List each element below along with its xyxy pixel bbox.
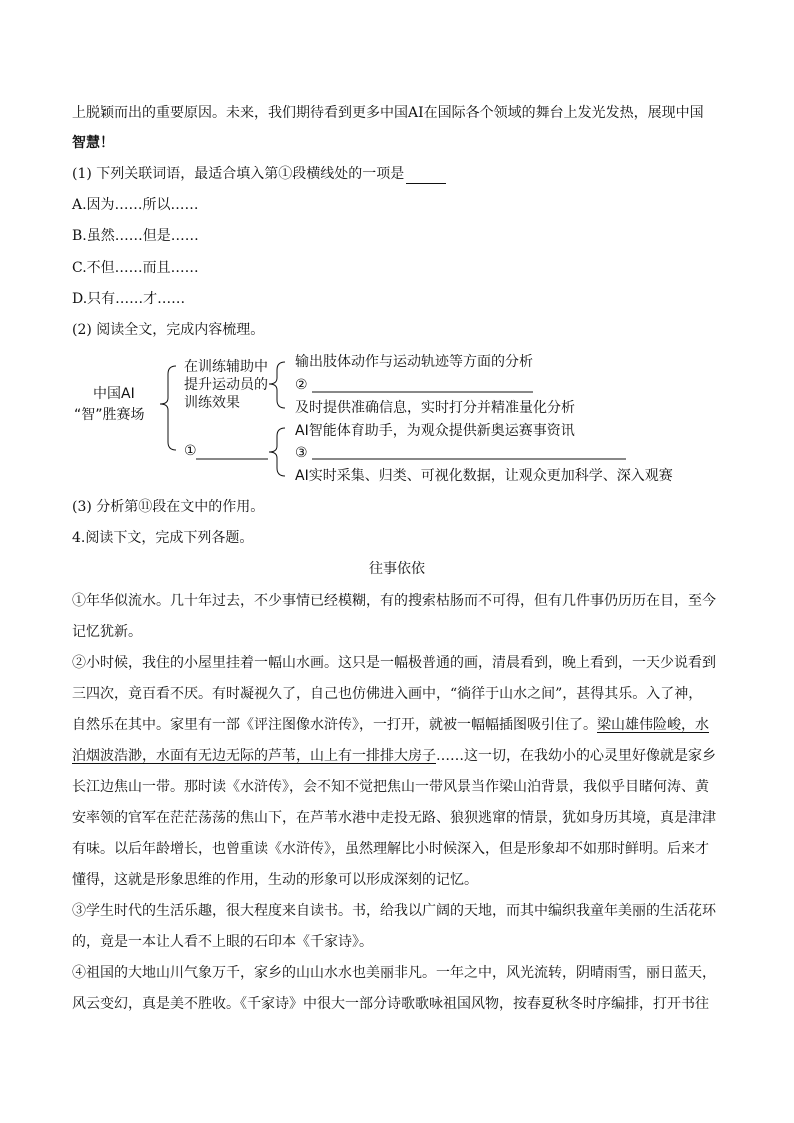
option-b: B.虽然……但是…… (72, 228, 199, 244)
passage-line: 智慧！ (72, 135, 114, 151)
branch-1-label: 训练效果 (184, 395, 240, 411)
paragraph-line: ①年华似流水。几十年过去，不少事情已经模糊，有的搜索枯肠而不可得，但有几件事仍历历在目，至今 (72, 593, 716, 609)
branch-1-label: 在训练辅助中 (184, 359, 268, 375)
branch-1-label: 提升运动员的 (184, 377, 268, 393)
paragraph-line (72, 715, 709, 735)
paragraph-line: 长江边焦山一带。那时读《水浒传》，会不知不觉把焦山一带风景当作梁山泊背景，我似乎目睹何涛、黄 (72, 779, 709, 795)
branch-2-label-blank: ① (184, 443, 197, 459)
option-d: D.只有……才…… (72, 291, 186, 307)
branch-1-brace (269, 362, 285, 408)
branch-2-leaf: AI智能体育助手，为观众提供新奥运赛事资讯 (295, 423, 575, 439)
question-1 (72, 164, 446, 184)
paragraph-line: ②小时候，我住的小屋里挂着一幅山水画。这只是一幅极普通的画，清晨看到，晚上看到，一天少说看到 (72, 655, 716, 671)
paragraph-line: 有味。以后年龄增长，也曾重读《水浒传》，虽然理解比小时候深入，但是形象却不如那时鲜明。后来才 (72, 841, 709, 857)
paragraph-line: 安率领的官军在茫茫荡荡的焦山下，在芦苇水港中走投无路、狼狈逃窜的情景，犹如身历其境，真是津津 (72, 810, 716, 826)
branch-2-leaf-blank: ③ (295, 445, 308, 461)
paragraph-line: 三四次，竟百看不厌。有时凝视久了，自己也仿佛进入画中，“徜徉于山水之间”，甚得其乐。入了神， (72, 686, 703, 702)
question-4: 4.阅读下文，完成下列各题。 (72, 530, 254, 546)
paragraph-line (72, 746, 716, 766)
branch-2-brace (269, 428, 285, 476)
underlined-text: 梁山雄伟险峻，水 (597, 717, 709, 733)
article-title: 往事依依 (369, 561, 425, 577)
diagram-root-label: 中国AI (93, 386, 135, 402)
paragraph-line: 的，竟是一本让人看不上眼的石印本《千家诗》。 (72, 934, 373, 950)
paragraph-line: 风云变幻，真是美不胜收。《千家诗》中很大一部分诗歌歌咏祖国风物，按春夏秋冬时序编排，打开书往 (72, 996, 709, 1012)
root-brace (160, 366, 176, 450)
paragraph-line: ③学生时代的生活乐趣，很大程度来自读书。书，给我以广阔的天地，而其中编织我童年美丽的生活花环 (72, 903, 716, 919)
branch-2-leaf: AI实时采集、归类、可视化数据，让观众更加科学、深入观赛 (295, 468, 673, 484)
branch-1-leaf: 及时提供准确信息，实时打分并精准量化分析 (295, 400, 575, 416)
paragraph-text: ……这一切，在我幼小的心灵里好像就是家乡 (436, 748, 716, 764)
option-a: A.因为……所以…… (72, 197, 199, 213)
passage-line: 上脱颖而出的重要原因。未来，我们期待看到更多中国AI在国际各个领域的舞台上发光发热，展现中国 (72, 105, 704, 121)
paragraph-line: 懂得，这就是形象思维的作用，生动的形象可以形成深刻的记忆。 (72, 872, 478, 888)
answer-blank (406, 169, 446, 184)
question-3: (3) 分析第⑪段在文中的作用。 (72, 499, 265, 515)
branch-1-leaf-blank: ② (295, 377, 308, 393)
diagram-root-label: “智”胜赛场 (74, 407, 145, 423)
question-1-text: (1) 下列关联词语，最适合填入第①段横线处的一项是 (72, 166, 405, 182)
underlined-text: 泊烟波浩渺，水面有无边无际的芦苇，山上有一排排大房子 (72, 748, 436, 764)
paragraph-line: ④祖国的大地山川气象万千，家乡的山山水水也美丽非凡。一年之中，风光流转，阴晴雨雪，丽日蓝天， (72, 965, 716, 981)
paragraph-line: 记忆犹新。 (72, 624, 142, 640)
question-2: (2) 阅读全文，完成内容梳理。 (72, 322, 265, 338)
paragraph-text: 自然乐在其中。家里有一部《评注图像水浒传》，一打开，就被一幅幅插图吸引住了。 (72, 717, 597, 733)
branch-1-leaf: 输出肢体动作与运动轨迹等方面的分析 (295, 354, 533, 370)
option-c: C.不但……而且…… (72, 260, 199, 276)
